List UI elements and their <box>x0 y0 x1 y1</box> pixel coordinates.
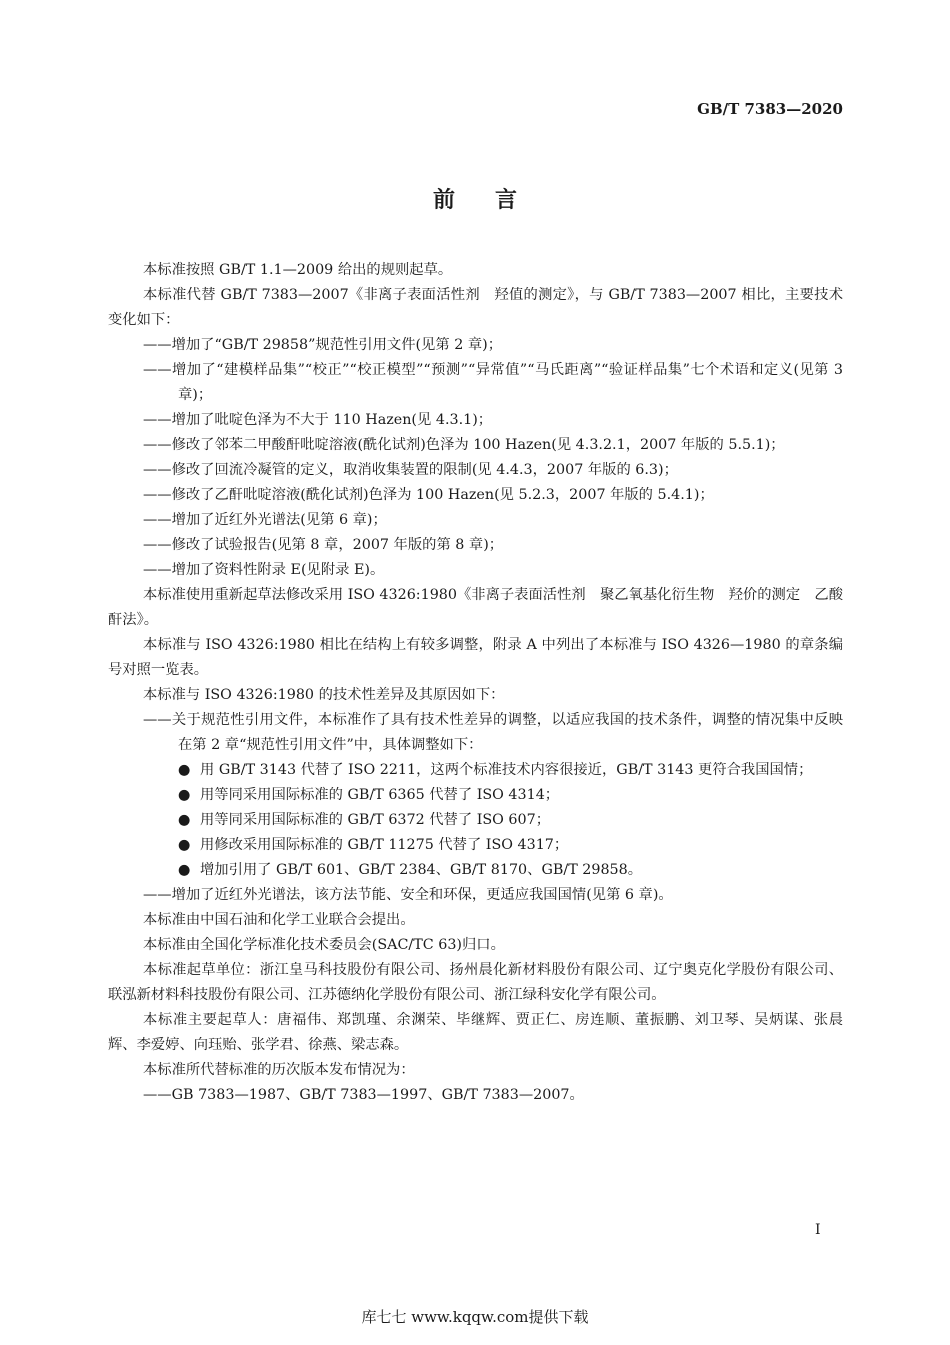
bullet-text: 用修改采用国际标准的 GB/T 11275 代替了 ISO 4317； <box>200 837 569 853</box>
paragraph: 本标准由中国石油和化学工业联合会提出。 <box>143 912 415 928</box>
dash-list-item: ——修改了乙酐吡啶溶液(酰化试剂)色泽为 100 Hazen(见 5.2.3，2007 年版的 5.4.1)； <box>143 487 714 503</box>
page-number: I <box>815 1222 821 1238</box>
paragraph: 本标准使用重新起草法修改采用 ISO 4326:1980《非离子表面活性剂 聚乙氧基化衍生物 羟价的测定 乙酸酐法》。 <box>108 587 844 628</box>
paragraph: 本标准与 ISO 4326:1980 相比在结构上有较多调整，附录 A 中列出了本标准与 ISO 4326—1980 的章条编号对照一览表。 <box>108 637 843 678</box>
bullet-item <box>108 858 843 883</box>
bullet-icon: ● <box>178 862 191 878</box>
dash-list-item: ——增加了资料性附录 E(见附录 E)。 <box>143 562 385 578</box>
bullet-text: 用等同采用国际标准的 GB/T 6372 代替了 ISO 607； <box>200 812 550 828</box>
dash-list-item: ——增加了“建模样品集”“校正”“校正模型”“预测”“异常值”“马氏距离”“验证样品集”七个术语和定义(见第 3 章)； <box>143 362 843 403</box>
document-body <box>108 258 843 1108</box>
bullet-item <box>108 783 843 808</box>
paragraph: 本标准代替 GB/T 7383—2007《非离子表面活性剂 羟值的测定》，与 GB/T 7383—2007 相比，主要技术变化如下： <box>108 287 843 328</box>
bullet-text: 用 GB/T 3143 代替了 ISO 2211，这两个标准技术内容很接近，GB/T 3143 更符合我国国情； <box>200 762 813 778</box>
dash-list-item: ——增加了“GB/T 29858”规范性引用文件(见第 2 章)； <box>143 337 503 353</box>
paragraph: 本标准按照 GB/T 1.1—2009 给出的规则起草。 <box>143 262 453 278</box>
dash-list-item: ——修改了试验报告(见第 8 章，2007 年版的第 8 章)； <box>143 537 504 553</box>
footer-watermark: 库七七 www.kqqw.com提供下载 <box>361 1308 589 1326</box>
bullet-item <box>108 808 843 833</box>
paragraph: 本标准主要起草人：唐福伟、郑凯瑾、余渊荣、毕继辉、贾正仁、房连顺、董振鹏、刘卫琴、吴炳谋、张晨辉、李爱婷、向珏贻、张学君、徐燕、梁志森。 <box>108 1012 843 1053</box>
bullet-icon: ● <box>178 762 191 778</box>
bullet-text: 增加引用了 GB/T 601、GB/T 2384、GB/T 8170、GB/T 29858。 <box>200 862 643 878</box>
dash-list-item: ——修改了邻苯二甲酸酐吡啶溶液(酰化试剂)色泽为 100 Hazen(见 4.3.2.1，2007 年版的 5.5.1)； <box>143 437 785 453</box>
dash-list-item: ——增加了近红外光谱法，该方法节能、安全和环保，更适应我国国情(见第 6 章)。 <box>143 887 673 903</box>
paragraph: 本标准由全国化学标准化技术委员会(SAC/TC 63)归口。 <box>143 937 505 953</box>
dash-list-item: ——修改了回流冷凝管的定义，取消收集装置的限制(见 4.4.3，2007 年版的 6.3)； <box>143 462 678 478</box>
paragraph: 本标准所代替标准的历次版本发布情况为： <box>143 1062 415 1078</box>
bullet-icon: ● <box>178 812 191 828</box>
dash-list-item: ——增加了近红外光谱法(见第 6 章)； <box>143 512 387 528</box>
paragraph: 本标准起草单位：浙江皇马科技股份有限公司、扬州晨化新材料股份有限公司、辽宁奥克化学股份有限公司、联泓新材料科技股份有限公司、江苏德纳化学股份有限公司、浙江绿科安化学有限公司。 <box>108 962 843 1003</box>
dash-list-item: ——GB 7383—1987、GB/T 7383—1997、GB/T 7383—2007。 <box>143 1087 584 1103</box>
dash-list-item: ——增加了吡啶色泽为不大于 110 Hazen(见 4.3.1)； <box>143 412 493 428</box>
bullet-icon: ● <box>178 837 191 853</box>
dash-list-item: ——关于规范性引用文件，本标准作了具有技术性差异的调整，以适应我国的技术条件，调整的情况集中反映在第 2 章“规范性引用文件”中，具体调整如下： <box>143 712 843 753</box>
bullet-text: 用等同采用国际标准的 GB/T 6365 代替了 ISO 4314； <box>200 787 560 803</box>
standard-code-header: GB/T 7383—2020 <box>697 100 843 118</box>
bullet-item <box>108 833 843 858</box>
paragraph: 本标准与 ISO 4326:1980 的技术性差异及其原因如下： <box>143 687 505 703</box>
bullet-icon: ● <box>178 787 191 803</box>
bullet-item <box>108 758 843 783</box>
page-title: 前言 <box>432 187 557 213</box>
